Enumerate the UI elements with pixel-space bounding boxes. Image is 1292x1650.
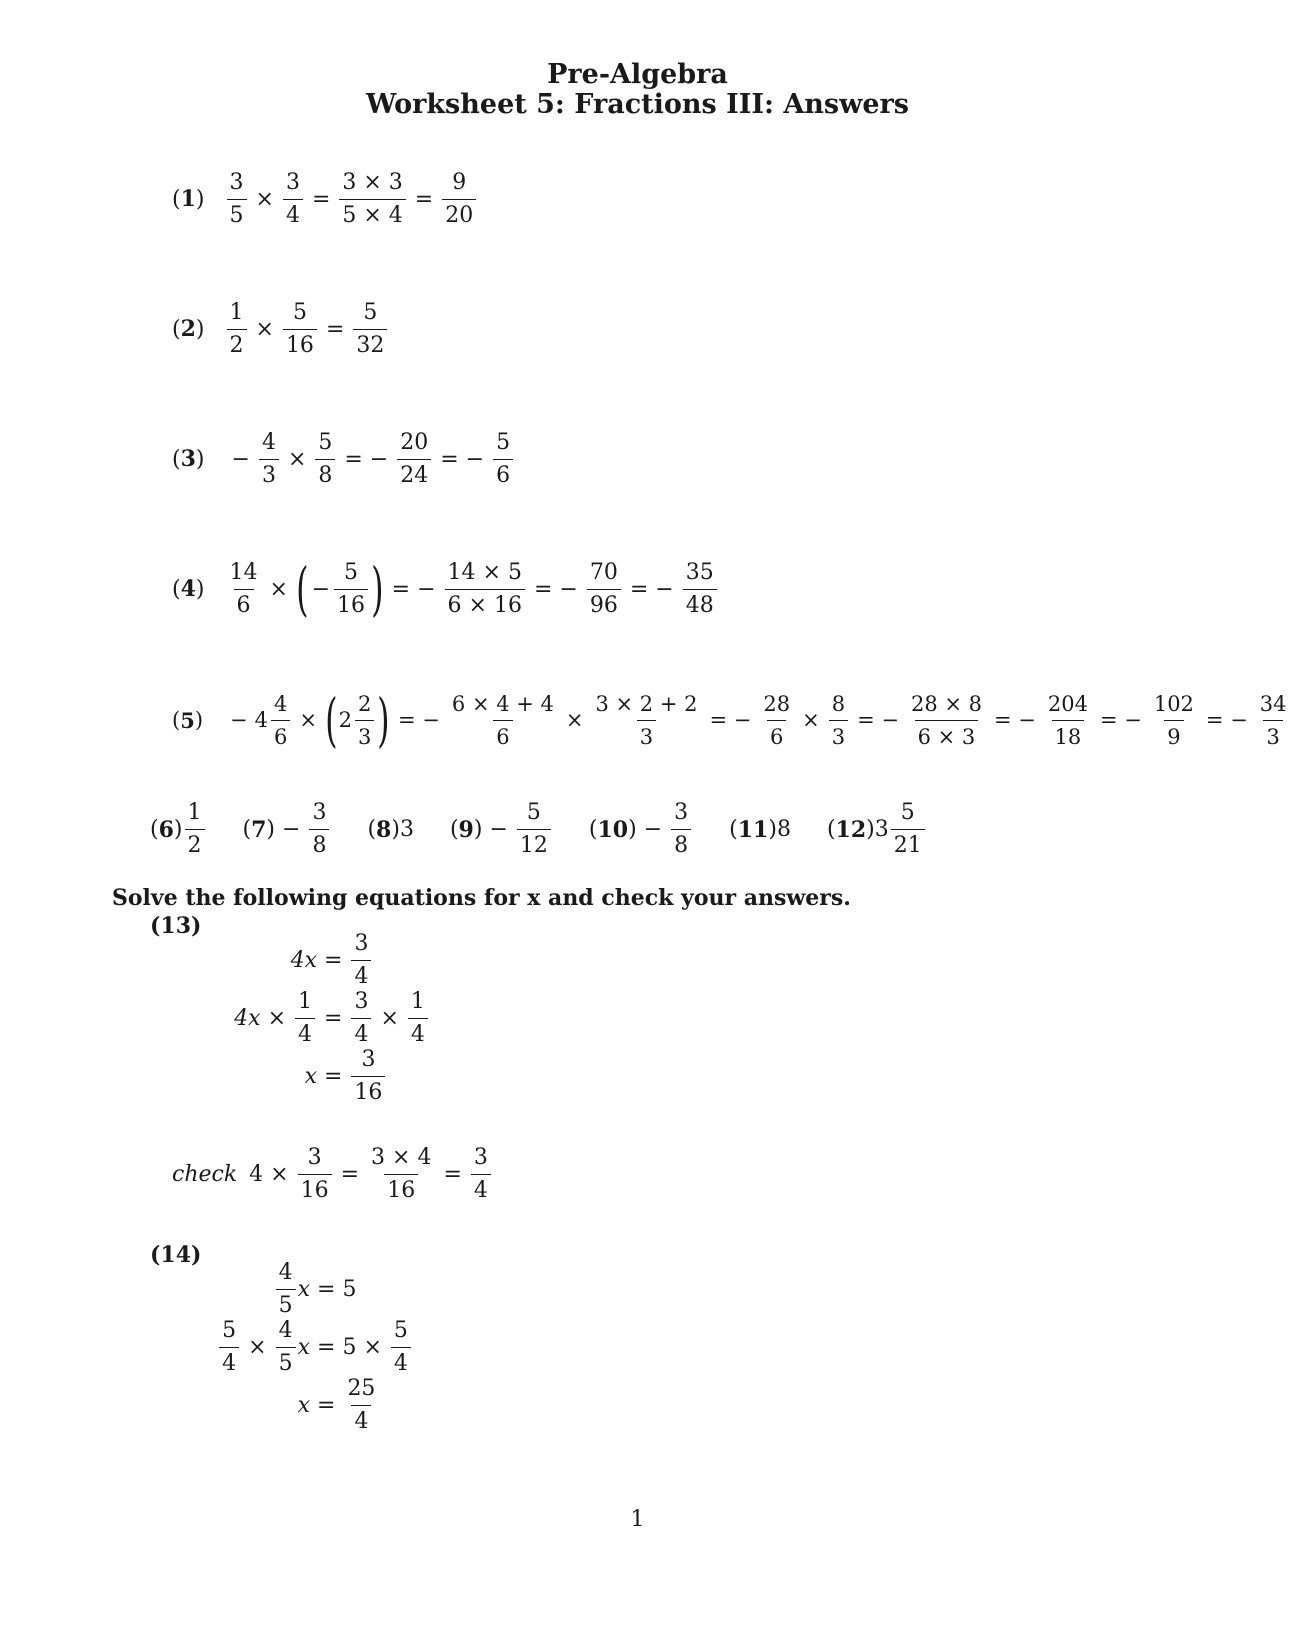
fraction: $\frac{35}{48}$ [683,560,717,619]
fraction: $\frac{5}{6}$ [493,430,513,489]
answer-8: ( 8 ) 3 [367,816,414,843]
fraction: $\frac{8}{3}$ [829,691,848,750]
fraction: $\frac{3}{5}$ [227,170,247,229]
fraction: $\frac{3 \times 2 + 2}{3}$ [595,691,698,749]
fraction: $\frac{28}{6}$ [763,691,791,749]
page-number: 1 [630,1507,645,1532]
problem-1-label: ( 1 ) [172,186,205,212]
p13-row-1: 4x = $\frac{3}{4}$ [172,931,373,990]
fraction: $\frac{5}{32}$ [353,300,387,359]
fraction: $\frac{20}{24}$ [397,430,431,489]
fraction: $\frac{6 \times 4 + 4}{6}$ [451,691,554,749]
problem-2: ( 2 ) $\frac{1}{2}$ × $\frac{5}{16}$ = $\frac{5}{32}$ [172,300,389,359]
fraction: $\frac{3}{4}$ [283,170,303,229]
problem-4: ( 4 ) $\frac{14}{6}$ × ( − $\frac{5}{16}$ ) = − $\frac{14 \times 5}{6 \times 16}$ = − $\frac{70}{96}$ = − $\frac{35}{48}$ [172,560,719,619]
problem-5: ( 5 ) − 4 $\frac{4}{6}$ × ( 2 $\frac{2}{3}$ ) = − $\frac{6 \times 4 + 4}{6}$ × $\frac{3 \times 2 + 2}{3}$ = − $\frac{28}{6}$ × $\frac{8}{3}$ = − $\frac{28 \times 8}{6 \times 3}$ = − $\frac{204}{18}$ = − $\frac{102}{9}$ = − $\frac{34}{3}$ [172,691,1292,750]
fraction: $\frac{2}{3}$ [355,691,374,750]
fraction: $\frac{14 \times 5}{6 \times 16}$ [445,560,525,619]
problem-3: ( 3 ) − $\frac{4}{3}$ × $\frac{5}{8}$ = − $\frac{20}{24}$ = − $\frac{5}{6}$ [172,430,515,489]
answer-10: ( 10 ) − $\frac{3}{8}$ [589,800,693,859]
fraction: $\frac{5}{8}$ [315,430,335,489]
problem-5-label: ( 5 ) [172,707,204,733]
fraction: $\frac{204}{18}$ [1047,691,1088,749]
answer-12: ( 12 ) 3 $\frac{5}{21}$ [827,800,927,859]
fraction: $\frac{3}{4}$ [351,931,371,990]
p13-row-3: x = $\frac{3}{16}$ [172,1047,387,1106]
answer-7: ( 7 ) − $\frac{3}{8}$ [243,800,332,859]
worksheet-subtitle: Worksheet 5: Fractions III: Answers [366,89,909,120]
problem-13-label: (13) [150,913,202,939]
fraction: $\frac{28 \times 8}{6 \times 3}$ [910,691,982,749]
fraction: $\frac{5}{16}$ [283,300,317,359]
fraction: $\frac{1}{2}$ [227,300,247,359]
instruction-text: Solve the following equations for x and check your answers. [112,885,851,911]
problem-3-label: ( 3 ) [172,446,205,472]
p13-check: check 4 × $\frac{3}{16}$ = $\frac{3 \times 4}{16}$ = $\frac{3}{4}$ [172,1145,493,1204]
fraction: $\frac{102}{9}$ [1153,691,1194,749]
fraction: $\frac{9}{20}$ [442,170,476,229]
p13-row-2: 4x × $\frac{1}{4}$ = $\frac{3}{4}$ × $\frac{1}{4}$ [172,989,430,1048]
short-answers-row [150,800,963,859]
fraction: $\frac{4}{6}$ [271,691,290,750]
p14-row-1: $\frac{4}{5}$ x = 5 [172,1260,356,1319]
p14-row-3: x = $\frac{25}{4}$ [297,1375,376,1434]
p14-row-2: $\frac{5}{4}$ × $\frac{4}{5}$ x = 5 × $\frac{5}{4}$ [172,1318,413,1377]
problem-2-label: ( 2 ) [172,316,205,342]
fraction: $\frac{4}{3}$ [259,430,279,489]
worksheet-title: Pre-Algebra [547,59,728,90]
fraction: $\frac{14}{6}$ [229,559,258,618]
problem-1: ( 1 ) $\frac{3}{5}$ × $\frac{3}{4}$ = $\frac{3 \times 3}{5 \times 4}$ = $\frac{9}{20}$ [172,170,478,229]
problem-14-label: (14) [150,1242,202,1268]
fraction: $\frac{5}{16}$ [334,560,368,619]
fraction: $\frac{34}{3}$ [1259,691,1287,749]
answer-11: ( 11 ) 8 [729,816,791,843]
answer-9: ( 9 ) − $\frac{5}{12}$ [450,800,553,859]
fraction: $\frac{70}{96}$ [587,560,621,619]
problem-4-label: ( 4 ) [172,576,205,602]
answer-6: ( 6 ) $\frac{1}{2}$ [150,800,207,859]
fraction: $\frac{3 \times 3}{5 \times 4}$ [339,170,405,229]
